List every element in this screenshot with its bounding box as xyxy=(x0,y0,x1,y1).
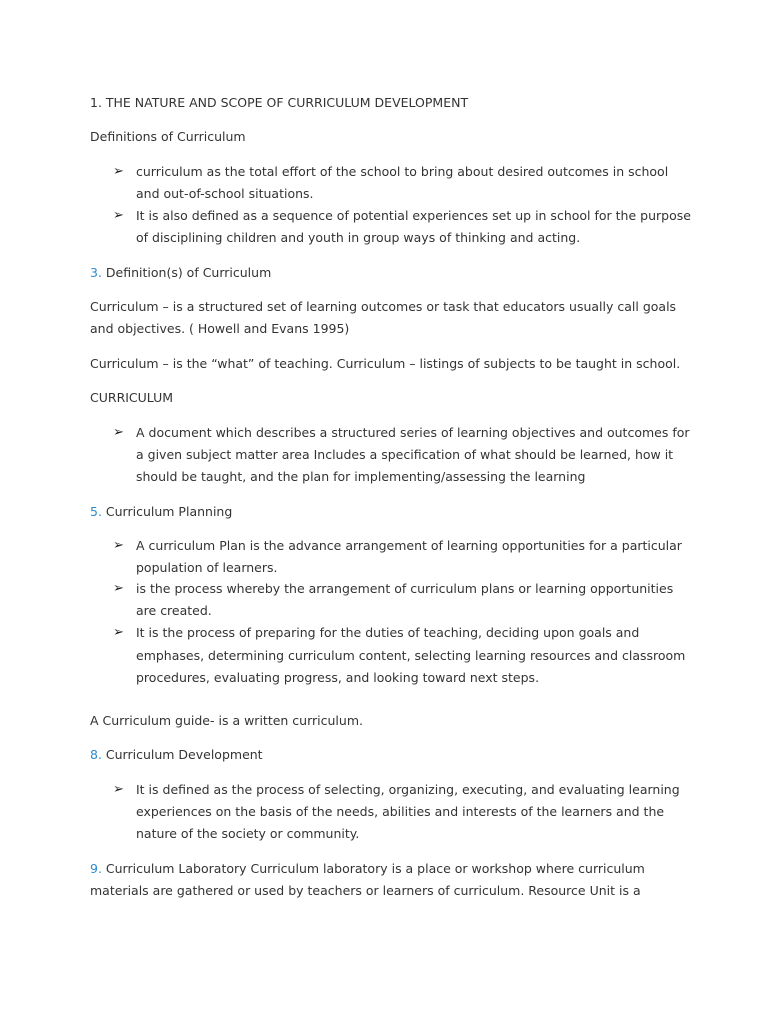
curriculum-label: CURRICULUM xyxy=(90,390,174,405)
section-number: 9. xyxy=(90,861,102,876)
list-item-line: It is defined as the process of selecting, organizing, executing, and evaluating learning xyxy=(136,782,680,797)
section-title: Definition(s) of Curriculum xyxy=(101,265,272,280)
bullet-arrow-icon: ➢ xyxy=(113,625,124,640)
list-item-line: should be taught, and the plan for implementing/assessing the learning xyxy=(136,469,586,484)
bullet-arrow-icon: ➢ xyxy=(113,425,124,440)
paragraph-line: materials are gathered or used by teachers or learners of curriculum. Resource Unit is a xyxy=(90,883,641,898)
section-5-heading xyxy=(90,501,232,523)
section-8-heading xyxy=(90,744,263,766)
bullet-arrow-icon: ➢ xyxy=(113,782,124,797)
section-title: Curriculum Planning xyxy=(101,504,233,519)
bullet-arrow-icon: ➢ xyxy=(113,164,124,179)
paragraph-line: A Curriculum guide- is a written curriculum. xyxy=(90,713,363,728)
section-title: Curriculum Development xyxy=(101,747,263,762)
section-3-heading xyxy=(90,262,271,284)
section-number: 3. xyxy=(90,265,102,280)
paragraph-text: Curriculum Laboratory Curriculum laboratory is a place or workshop where curriculum xyxy=(101,861,645,876)
list-item-line: of disciplining children and youth in group ways of thinking and acting. xyxy=(136,230,581,245)
list-item-line: nature of the society or community. xyxy=(136,826,360,841)
list-item-line: emphases, determining curriculum content, selecting learning resources and classroom xyxy=(136,648,686,663)
bullet-arrow-icon: ➢ xyxy=(113,581,124,596)
list-item-line: A document which describes a structured series of learning objectives and outcomes for xyxy=(136,425,690,440)
paragraph-line: and objectives. ( Howell and Evans 1995) xyxy=(90,321,350,336)
list-item-line: a given subject matter area Includes a specification of what should be learned, how it xyxy=(136,447,674,462)
list-item-line: population of learners. xyxy=(136,560,278,575)
document-heading: 1. THE NATURE AND SCOPE OF CURRICULUM DEVELOPMENT xyxy=(90,95,469,110)
bullet-arrow-icon: ➢ xyxy=(113,208,124,223)
bullet-arrow-icon: ➢ xyxy=(113,538,124,553)
list-item-line: and out-of-school situations. xyxy=(136,186,314,201)
list-item-line: It is the process of preparing for the duties of teaching, deciding upon goals and xyxy=(136,625,640,640)
list-item-line: procedures, evaluating progress, and looking toward next steps. xyxy=(136,670,540,685)
definitions-heading: Definitions of Curriculum xyxy=(90,129,246,144)
list-item-line: A curriculum Plan is the advance arrangement of learning opportunities for a particular xyxy=(136,538,682,553)
section-9-paragraph xyxy=(90,858,645,880)
list-item-line: experiences on the basis of the needs, abilities and interests of the learners and the xyxy=(136,804,665,819)
list-item-line: are created. xyxy=(136,603,212,618)
list-item-line: is the process whereby the arrangement of curriculum plans or learning opportunities xyxy=(136,581,674,596)
paragraph-line: Curriculum – is a structured set of learning outcomes or task that educators usually call goals xyxy=(90,299,677,314)
section-number: 5. xyxy=(90,504,102,519)
list-item-line: It is also defined as a sequence of potential experiences set up in school for the purpose xyxy=(136,208,691,223)
list-item-line: curriculum as the total effort of the school to bring about desired outcomes in school xyxy=(136,164,669,179)
section-number: 8. xyxy=(90,747,102,762)
paragraph-line: Curriculum – is the “what” of teaching. Curriculum – listings of subjects to be taught in school. xyxy=(90,356,681,371)
